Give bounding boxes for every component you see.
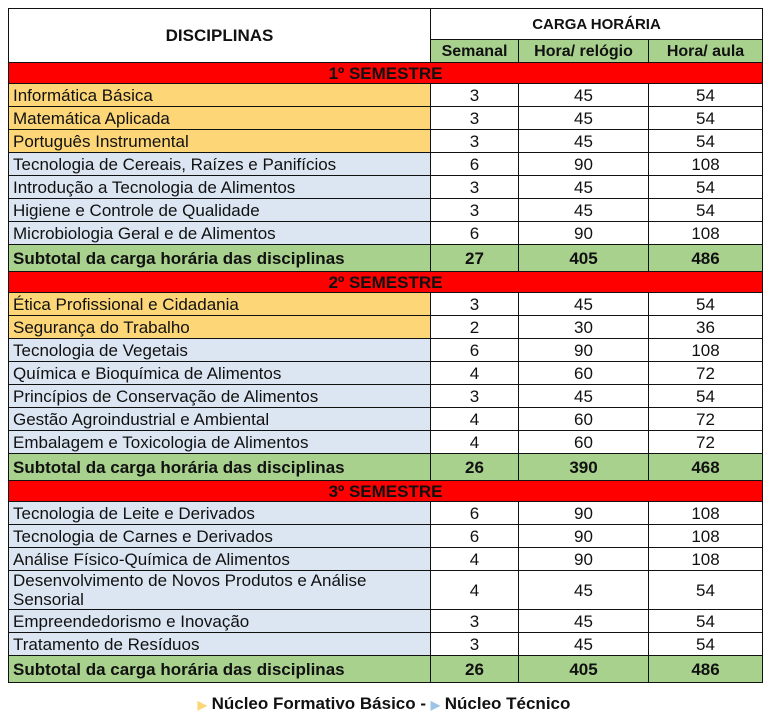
table-row [9, 633, 763, 656]
semester-header-row [9, 481, 763, 502]
disciplinas-header: DISCIPLINAS [9, 9, 431, 63]
discipline-name: Matemática Aplicada [9, 107, 431, 130]
table-row [9, 362, 763, 385]
discipline-name: Introdução a Tecnologia de Alimentos [9, 176, 431, 199]
hora-aula-cell: 54 [649, 385, 763, 408]
semanal-cell: 6 [431, 502, 519, 525]
semanal-cell: 3 [431, 385, 519, 408]
hora-relogio-cell: 90 [519, 222, 649, 245]
discipline-name: Tratamento de Resíduos [9, 633, 431, 656]
discipline-name: Gestão Agroindustrial e Ambiental [9, 408, 431, 431]
hora-relogio-cell: 60 [519, 362, 649, 385]
semanal-cell: 3 [431, 84, 519, 107]
hora-relogio-cell: 45 [519, 199, 649, 222]
hora-relogio-cell: 45 [519, 571, 649, 610]
hora-relogio-cell: 90 [519, 502, 649, 525]
carga-horaria-header: CARGA HORÁRIA [431, 9, 763, 40]
table-row [9, 153, 763, 176]
semanal-cell: 6 [431, 525, 519, 548]
table-row [9, 610, 763, 633]
semanal-cell: 3 [431, 293, 519, 316]
hora-aula-cell: 54 [649, 199, 763, 222]
subtotal-value: 27 [431, 245, 519, 272]
hora-aula-cell: 108 [649, 222, 763, 245]
semanal-cell: 3 [431, 199, 519, 222]
hora-relogio-cell: 90 [519, 339, 649, 362]
semanal-cell: 3 [431, 610, 519, 633]
table-row [9, 176, 763, 199]
subtotal-row [9, 656, 763, 683]
subtotal-label: Subtotal da carga horária das disciplinas [9, 245, 431, 272]
hora-aula-cell: 54 [649, 84, 763, 107]
semester-title: 1º SEMESTRE [9, 63, 763, 84]
subtotal-label: Subtotal da carga horária das disciplinas [9, 454, 431, 481]
subtotal-value: 26 [431, 454, 519, 481]
table-row [9, 84, 763, 107]
semanal-cell: 6 [431, 222, 519, 245]
semanal-cell: 2 [431, 316, 519, 339]
subtotal-label: Subtotal da carga horária das disciplinas [9, 656, 431, 683]
hora-aula-cell: 72 [649, 408, 763, 431]
hora-relogio-cell: 90 [519, 548, 649, 571]
hora-relogio-cell: 45 [519, 176, 649, 199]
hora-aula-cell: 54 [649, 176, 763, 199]
discipline-name: Embalagem e Toxicologia de Alimentos [9, 431, 431, 454]
hora-aula-cell: 54 [649, 293, 763, 316]
discipline-name: Higiene e Controle de Qualidade [9, 199, 431, 222]
semester-title: 3º SEMESTRE [9, 481, 763, 502]
semanal-cell: 4 [431, 408, 519, 431]
table-row [9, 431, 763, 454]
hora-relogio-cell: 30 [519, 316, 649, 339]
semanal-cell: 4 [431, 431, 519, 454]
hora-relogio-cell: 45 [519, 633, 649, 656]
hora-relogio-cell: 90 [519, 525, 649, 548]
semanal-cell: 6 [431, 153, 519, 176]
semanal-cell: 3 [431, 107, 519, 130]
subtotal-row [9, 454, 763, 481]
table-row [9, 408, 763, 431]
table-row [9, 199, 763, 222]
discipline-name: Segurança do Trabalho [9, 316, 431, 339]
discipline-name: Princípios de Conservação de Alimentos [9, 385, 431, 408]
semester-title: 2º SEMESTRE [9, 272, 763, 293]
hora-relogio-cell: 45 [519, 610, 649, 633]
discipline-name: Desenvolvimento de Novos Produtos e Análise Sensorial [9, 571, 431, 610]
discipline-name: Tecnologia de Cereais, Raízes e Panifícios [9, 153, 431, 176]
table-row [9, 316, 763, 339]
discipline-name: Ética Profissional e Cidadania [9, 293, 431, 316]
discipline-name: Empreendedorismo e Inovação [9, 610, 431, 633]
hora-relogio-cell: 45 [519, 107, 649, 130]
legend-tecnico: Núcleo Técnico [444, 694, 571, 713]
table-row [9, 222, 763, 245]
discipline-name: Análise Físico-Química de Alimentos [9, 548, 431, 571]
hora-relogio-cell: 45 [519, 293, 649, 316]
semanal-cell: 3 [431, 130, 519, 153]
table-row [9, 130, 763, 153]
hora-aula-cell: 54 [649, 571, 763, 610]
hora-aula-cell: 54 [649, 130, 763, 153]
hora-aula-cell: 108 [649, 548, 763, 571]
semanal-cell: 4 [431, 362, 519, 385]
hora-aula-header: Hora/ aula [649, 40, 763, 63]
table-row [9, 525, 763, 548]
legend [0, 694, 768, 714]
hora-relogio-cell: 60 [519, 431, 649, 454]
hora-aula-cell: 72 [649, 362, 763, 385]
hora-aula-cell: 36 [649, 316, 763, 339]
curriculum-table [8, 8, 763, 683]
table-row [9, 107, 763, 130]
semanal-cell: 3 [431, 633, 519, 656]
subtotal-value: 468 [649, 454, 763, 481]
discipline-name: Microbiologia Geral e de Alimentos [9, 222, 431, 245]
discipline-name: Português Instrumental [9, 130, 431, 153]
subtotal-value: 405 [519, 656, 649, 683]
semanal-header: Semanal [431, 40, 519, 63]
discipline-name: Química e Bioquímica de Alimentos [9, 362, 431, 385]
hora-aula-cell: 108 [649, 525, 763, 548]
hora-aula-cell: 54 [649, 610, 763, 633]
tecnico-triangle-icon: ▶ [430, 698, 440, 712]
hora-aula-cell: 108 [649, 153, 763, 176]
hora-aula-cell: 72 [649, 431, 763, 454]
hora-relogio-cell: 45 [519, 385, 649, 408]
subtotal-value: 405 [519, 245, 649, 272]
hora-relogio-header: Hora/ relógio [519, 40, 649, 63]
hora-relogio-cell: 45 [519, 84, 649, 107]
hora-relogio-cell: 60 [519, 408, 649, 431]
subtotal-value: 390 [519, 454, 649, 481]
hora-relogio-cell: 45 [519, 130, 649, 153]
table-row [9, 502, 763, 525]
semester-header-row [9, 63, 763, 84]
table-row [9, 293, 763, 316]
table-row [9, 571, 763, 610]
semanal-cell: 3 [431, 176, 519, 199]
hora-aula-cell: 54 [649, 633, 763, 656]
subtotal-value: 486 [649, 656, 763, 683]
discipline-name: Tecnologia de Leite e Derivados [9, 502, 431, 525]
hora-aula-cell: 54 [649, 107, 763, 130]
discipline-name: Informática Básica [9, 84, 431, 107]
subtotal-row [9, 245, 763, 272]
hora-relogio-cell: 90 [519, 153, 649, 176]
basico-triangle-icon: ▶ [197, 698, 207, 712]
discipline-name: Tecnologia de Carnes e Derivados [9, 525, 431, 548]
semanal-cell: 4 [431, 548, 519, 571]
subtotal-value: 26 [431, 656, 519, 683]
table-row [9, 548, 763, 571]
subtotal-value: 486 [649, 245, 763, 272]
legend-basico: Núcleo Formativo Básico - [211, 694, 427, 713]
discipline-name: Tecnologia de Vegetais [9, 339, 431, 362]
table-row [9, 339, 763, 362]
semanal-cell: 4 [431, 571, 519, 610]
hora-aula-cell: 108 [649, 502, 763, 525]
semanal-cell: 6 [431, 339, 519, 362]
hora-aula-cell: 108 [649, 339, 763, 362]
semester-header-row [9, 272, 763, 293]
table-row [9, 385, 763, 408]
